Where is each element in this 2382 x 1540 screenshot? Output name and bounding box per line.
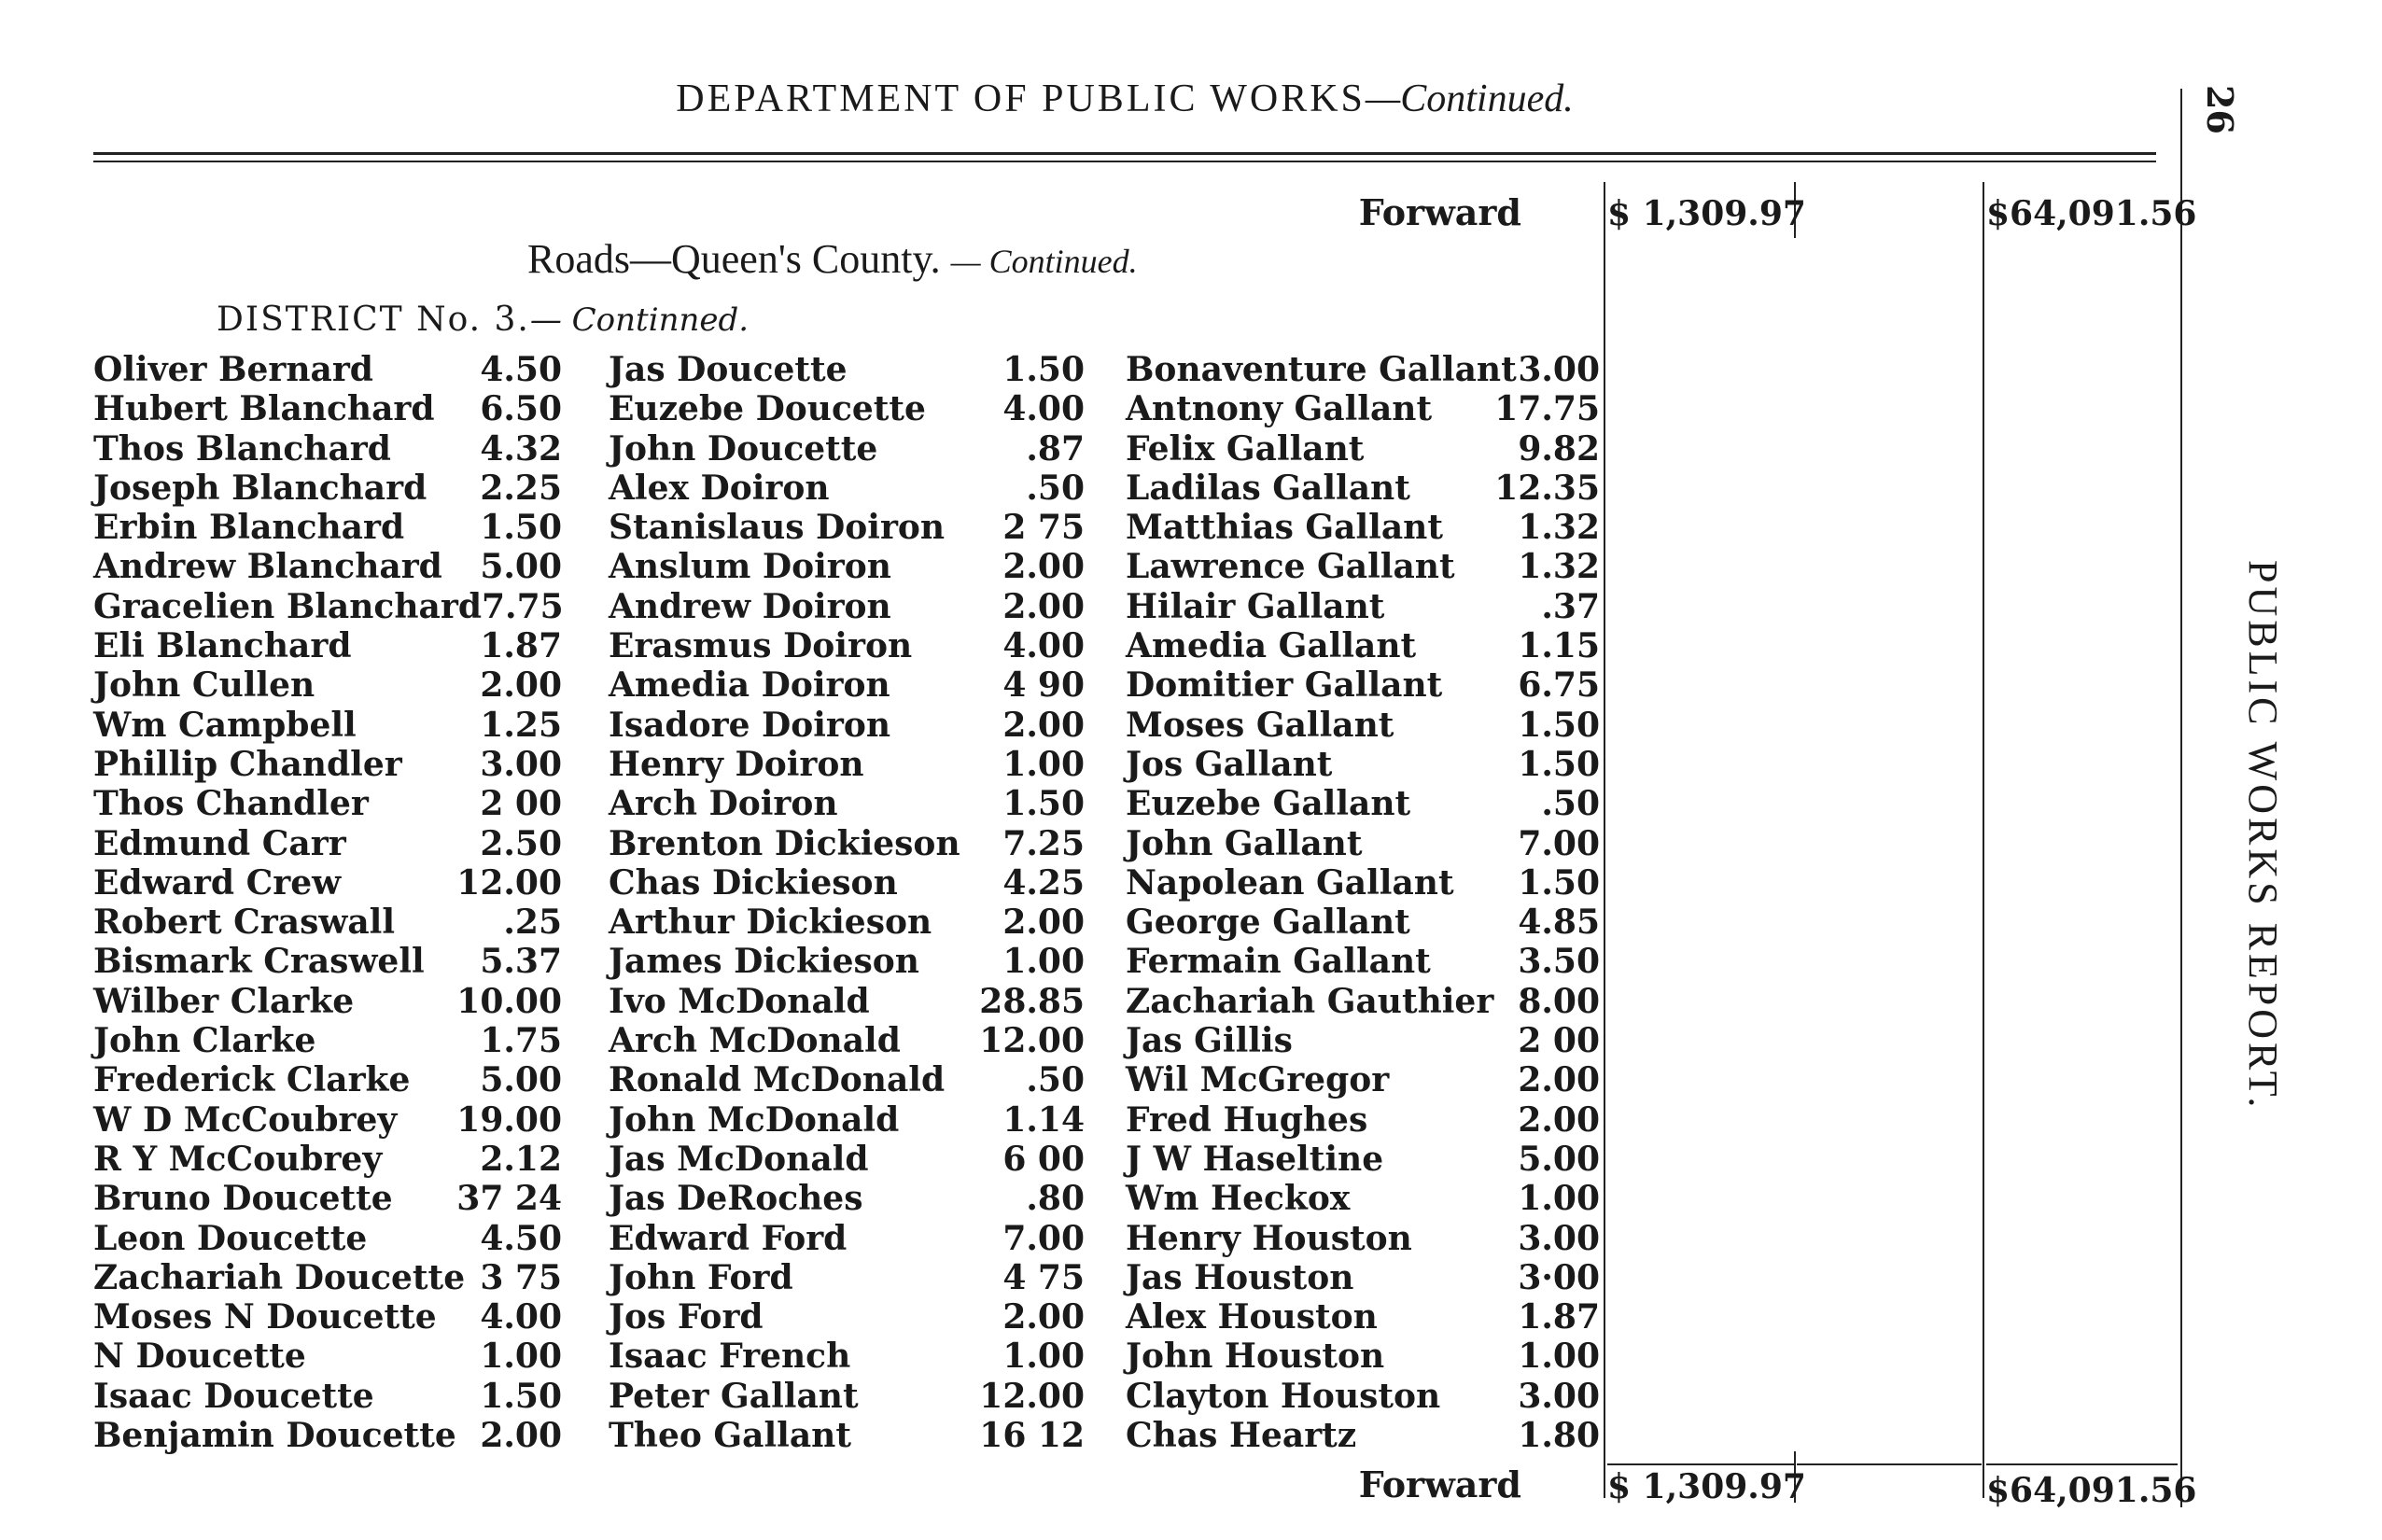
payee-name: John Doucette — [609, 428, 878, 469]
payee-amount: 2 75 — [1002, 508, 1085, 548]
payee-amount: 8.00 — [1518, 981, 1600, 1021]
list-item — [93, 942, 562, 981]
list-item — [1126, 1297, 1600, 1337]
payee-amount: 2 00 — [480, 784, 562, 824]
list-item — [1126, 1100, 1600, 1140]
payee-name: Jas McDonald — [609, 1139, 869, 1179]
list-item — [609, 863, 1085, 903]
payee-name: Alex Doiron — [609, 468, 830, 508]
list-item — [1126, 1219, 1600, 1258]
list-item — [1126, 1179, 1600, 1218]
list-item — [93, 903, 562, 942]
payee-amount: 2.00 — [480, 1416, 562, 1456]
name-column-1 — [93, 350, 562, 1455]
payee-name: Hilair Gallant — [1126, 586, 1385, 626]
list-item — [609, 1060, 1085, 1099]
list-item — [1126, 469, 1600, 508]
payee-amount: 3 75 — [480, 1257, 562, 1297]
payee-amount: 4.32 — [480, 428, 562, 469]
list-item — [93, 587, 562, 626]
list-item — [1126, 706, 1600, 745]
payee-amount: 4.25 — [1002, 862, 1085, 903]
payee-amount: 12.00 — [456, 862, 562, 903]
list-item — [93, 1337, 562, 1376]
payee-amount: 1.25 — [480, 705, 562, 745]
header-continued: —Continued. — [1365, 77, 1574, 120]
list-item — [1126, 508, 1600, 547]
payee-name: Amedia Doiron — [609, 665, 890, 706]
payee-name: Zachariah Doucette — [93, 1257, 466, 1297]
payee-amount: 3.00 — [1518, 1376, 1600, 1416]
payee-name: Ivo McDonald — [609, 981, 870, 1021]
payee-name: Ladilas Gallant — [1126, 468, 1410, 508]
payee-amount: 1.32 — [1518, 547, 1600, 587]
payee-amount: 1.15 — [1518, 626, 1600, 666]
list-item — [93, 626, 562, 665]
payee-amount: 1.50 — [1518, 705, 1600, 745]
list-item — [93, 469, 562, 508]
payee-name: Wm Campbell — [93, 705, 357, 745]
list-item — [1126, 547, 1600, 586]
list-item — [609, 350, 1085, 389]
list-item — [93, 1416, 562, 1455]
section-title-text: Roads—Queen's County. — [527, 236, 941, 282]
payee-name: Lawrence Gallant — [1126, 547, 1455, 587]
list-item — [1126, 942, 1600, 981]
payee-name: Anslum Doiron — [609, 547, 891, 587]
payee-name: Euzebe Doucette — [609, 389, 926, 429]
payee-name: Edward Crew — [93, 862, 342, 903]
list-item — [609, 429, 1085, 469]
payee-amount: 1.00 — [1002, 942, 1085, 982]
payee-amount: 4 75 — [1002, 1257, 1085, 1297]
list-item — [93, 1377, 562, 1416]
bottom-rule-1 — [1607, 1463, 1794, 1465]
header-title: DEPARTMENT OF PUBLIC WORKS — [676, 77, 1366, 120]
list-item — [93, 665, 562, 705]
list-item — [1126, 429, 1600, 469]
list-item — [609, 587, 1085, 626]
side-running-title: PUBLIC WORKS REPORT. — [2240, 560, 2286, 1112]
payee-name: Phillip Chandler — [93, 744, 402, 784]
payee-amount: 1.50 — [1002, 784, 1085, 824]
payee-amount: .37 — [1541, 586, 1600, 626]
payee-amount: 7.00 — [1518, 823, 1600, 863]
payee-name: Euzebe Gallant — [1126, 784, 1411, 824]
payee-name: John Clarke — [93, 1021, 316, 1061]
payee-amount: 2.00 — [1518, 1099, 1600, 1140]
payee-name: Isaac French — [609, 1337, 851, 1377]
payee-name: Henry Houston — [1126, 1218, 1412, 1258]
money-col-line-3 — [1983, 182, 1984, 1498]
list-item — [1126, 745, 1600, 784]
payee-amount: 28.85 — [979, 981, 1085, 1021]
list-item — [609, 903, 1085, 942]
list-item — [609, 1337, 1085, 1376]
list-item — [609, 942, 1085, 981]
list-item — [93, 745, 562, 784]
payee-name: James Dickieson — [609, 942, 919, 982]
payee-amount: 3.50 — [1518, 942, 1600, 982]
forward-bottom-label: Forward — [1358, 1463, 1521, 1505]
list-item — [1126, 626, 1600, 665]
payee-amount: 1.80 — [1518, 1416, 1600, 1456]
payee-amount: 1.87 — [1518, 1297, 1600, 1337]
payee-name: Andrew Blanchard — [93, 547, 442, 587]
list-item — [1126, 903, 1600, 942]
payee-name: Eli Blanchard — [93, 626, 352, 666]
page-header — [93, 77, 2156, 121]
payee-amount: 12.35 — [1494, 468, 1600, 508]
list-item — [93, 863, 562, 903]
payee-amount: 3.00 — [1518, 1218, 1600, 1258]
list-item — [93, 1297, 562, 1337]
payee-name: Wilber Clarke — [93, 981, 355, 1021]
list-item — [93, 1060, 562, 1099]
payee-amount: 5.00 — [1518, 1139, 1600, 1179]
payee-name: Wil McGregor — [1126, 1060, 1390, 1100]
list-item — [93, 508, 562, 547]
payee-name: Frederick Clarke — [93, 1060, 411, 1100]
list-item — [609, 1219, 1085, 1258]
section-continued: — Continued. — [950, 243, 1138, 280]
list-item — [609, 1021, 1085, 1060]
payee-name: Bruno Doucette — [93, 1179, 393, 1219]
payee-name: Robert Craswall — [93, 903, 396, 943]
payee-name: Thos Chandler — [93, 784, 369, 824]
payee-name: Peter Gallant — [609, 1376, 859, 1416]
payee-amount: 4.00 — [1002, 389, 1085, 429]
section-title — [527, 235, 1138, 283]
payee-name: Fred Hughes — [1126, 1099, 1368, 1140]
payee-name: Matthias Gallant — [1126, 508, 1443, 548]
payee-name: Andrew Doiron — [609, 586, 891, 626]
payee-amount: 16 12 — [979, 1416, 1085, 1456]
payee-name: John Ford — [609, 1257, 793, 1297]
forward-top-amount-2: $64,091.56 — [1986, 194, 2197, 233]
payee-amount: .50 — [1026, 1060, 1085, 1100]
list-item — [609, 1179, 1085, 1218]
payee-name: John Gallant — [1126, 823, 1363, 863]
payee-amount: 1.50 — [480, 1376, 562, 1416]
list-item — [1126, 824, 1600, 863]
payee-name: Domitier Gallant — [1126, 665, 1443, 706]
list-item — [1126, 863, 1600, 903]
list-item — [1126, 784, 1600, 823]
payee-amount: 12.00 — [979, 1376, 1085, 1416]
payee-name: Edward Ford — [609, 1218, 848, 1258]
payee-amount: 5.00 — [480, 1060, 562, 1100]
payee-amount: 5.00 — [480, 547, 562, 587]
payee-amount: 1.50 — [480, 508, 562, 548]
payee-amount: 9.82 — [1518, 428, 1600, 469]
payee-name: Erasmus Doiron — [609, 626, 913, 666]
payee-amount: 4.85 — [1518, 903, 1600, 943]
payee-name: Jos Ford — [609, 1297, 764, 1337]
list-item — [1126, 1140, 1600, 1179]
payee-amount: 2.00 — [1002, 547, 1085, 587]
payee-amount: 4.50 — [480, 350, 562, 389]
list-item — [609, 508, 1085, 547]
payee-amount: 7.25 — [1002, 823, 1085, 863]
list-item — [93, 547, 562, 586]
list-item — [93, 389, 562, 428]
payee-name: Arch Doiron — [609, 784, 838, 824]
payee-name: Jas Doucette — [609, 350, 848, 389]
payee-name: J W Haseltine — [1126, 1139, 1384, 1179]
list-item — [609, 982, 1085, 1021]
payee-amount: 1.32 — [1518, 508, 1600, 548]
payee-amount: 12.00 — [979, 1021, 1085, 1061]
forward-bottom-amount-1: $ 1,309.97 — [1607, 1467, 1806, 1506]
payee-amount: 2 00 — [1518, 1021, 1600, 1061]
payee-amount: 19.00 — [456, 1099, 562, 1140]
list-item — [93, 429, 562, 469]
payee-name: Arch McDonald — [609, 1021, 901, 1061]
payee-amount: 3.00 — [480, 744, 562, 784]
list-item — [93, 1021, 562, 1060]
payee-amount: 4.00 — [1002, 626, 1085, 666]
payee-amount: 2.00 — [1002, 586, 1085, 626]
payee-name: Amedia Gallant — [1126, 626, 1417, 666]
payee-amount: 1.00 — [1002, 1337, 1085, 1377]
payee-name: Leon Doucette — [93, 1218, 368, 1258]
payee-amount: 2.00 — [1002, 1297, 1085, 1337]
list-item — [609, 824, 1085, 863]
payee-name: George Gallant — [1126, 903, 1410, 943]
payee-name: Alex Houston — [1126, 1297, 1378, 1337]
payee-amount: 1.00 — [480, 1337, 562, 1377]
payee-name: Jas Gillis — [1126, 1021, 1293, 1061]
payee-name: Joseph Blanchard — [93, 468, 427, 508]
list-item — [93, 1258, 562, 1297]
payee-amount: 4 90 — [1002, 665, 1085, 706]
list-item — [93, 1140, 562, 1179]
list-item — [609, 469, 1085, 508]
list-item — [1126, 1337, 1600, 1376]
list-item — [1126, 1377, 1600, 1416]
payee-amount: 4.00 — [480, 1297, 562, 1337]
payee-amount: .50 — [1026, 468, 1085, 508]
payee-name: Ronald McDonald — [609, 1060, 946, 1100]
payee-amount: .25 — [503, 903, 562, 943]
payee-amount: 4.50 — [480, 1218, 562, 1258]
name-column-3 — [1126, 350, 1600, 1455]
payee-name: Jos Gallant — [1126, 744, 1333, 784]
payee-name: Felix Gallant — [1126, 428, 1365, 469]
list-item — [93, 1219, 562, 1258]
payee-amount: 1.50 — [1518, 862, 1600, 903]
header-rule-top — [93, 152, 2156, 155]
list-item — [1126, 982, 1600, 1021]
list-item — [609, 626, 1085, 665]
payee-amount: .87 — [1026, 428, 1085, 469]
payee-amount: 2.00 — [480, 665, 562, 706]
list-item — [93, 1100, 562, 1140]
payee-name: N Doucette — [93, 1337, 306, 1377]
list-item — [1126, 350, 1600, 389]
payee-amount: 5.37 — [480, 942, 562, 982]
list-item — [1126, 1258, 1600, 1297]
payee-name: Bismark Craswell — [93, 942, 425, 982]
list-item — [609, 547, 1085, 586]
district-label: DISTRICT No. 3. — [217, 301, 530, 339]
list-item — [1126, 1416, 1600, 1455]
bottom-rule-3 — [1986, 1463, 2178, 1465]
list-item — [609, 1377, 1085, 1416]
payee-name: Thos Blanchard — [93, 428, 391, 469]
payee-name: John Houston — [1126, 1337, 1385, 1377]
payee-amount: 6.75 — [1518, 665, 1600, 706]
list-item — [1126, 587, 1600, 626]
payee-amount: 2.50 — [480, 823, 562, 863]
payee-name: Isaac Doucette — [93, 1376, 374, 1416]
payee-amount: 1.00 — [1518, 1337, 1600, 1377]
page-number: 26 — [2198, 85, 2241, 134]
money-col-line-1 — [1604, 182, 1605, 1498]
payee-amount: 1.00 — [1002, 744, 1085, 784]
payee-amount: 2.25 — [480, 468, 562, 508]
payee-name: Brenton Dickieson — [609, 823, 960, 863]
forward-top-label: Forward — [1358, 191, 1521, 233]
payee-name: John McDonald — [609, 1099, 900, 1140]
payee-amount: 17.75 — [1494, 389, 1600, 429]
payee-name: Stanislaus Doiron — [609, 508, 946, 548]
payee-amount: 2.00 — [1002, 705, 1085, 745]
payee-name: R Y McCoubrey — [93, 1139, 383, 1179]
payee-name: Chas Heartz — [1126, 1416, 1357, 1456]
payee-name: Moses Gallant — [1126, 705, 1394, 745]
list-item — [93, 784, 562, 823]
payee-name: John Cullen — [93, 665, 315, 706]
payee-name: Bonaventure Gallant — [1126, 350, 1517, 389]
payee-amount: 6 00 — [1002, 1139, 1085, 1179]
payee-name: Benjamin Doucette — [93, 1416, 456, 1456]
payee-name: Jas Houston — [1126, 1257, 1354, 1297]
payee-name: Wm Heckox — [1126, 1179, 1351, 1219]
payee-amount: 2.00 — [1518, 1060, 1600, 1100]
name-column-2 — [609, 350, 1085, 1455]
payee-amount: 1.50 — [1518, 744, 1600, 784]
payee-amount: 1.75 — [480, 1021, 562, 1061]
payee-name: Isadore Doiron — [609, 705, 891, 745]
payee-amount: 6.50 — [480, 389, 562, 429]
payee-name: Fermain Gallant — [1126, 942, 1431, 982]
payee-name: W D McCoubrey — [93, 1099, 398, 1140]
payee-amount: 1.50 — [1002, 350, 1085, 389]
district-heading — [217, 301, 749, 339]
payee-amount: 37 24 — [456, 1179, 562, 1219]
list-item — [609, 1416, 1085, 1455]
payee-amount: 7.00 — [1002, 1218, 1085, 1258]
payee-name: Napolean Gallant — [1126, 862, 1454, 903]
payee-name: Chas Dickieson — [609, 862, 898, 903]
payee-name: Zachariah Gauthier — [1126, 981, 1494, 1021]
forward-top-amount-1: $ 1,309.97 — [1607, 194, 1806, 233]
payee-name: Gracelien Blanchard — [93, 586, 482, 626]
payee-name: Erbin Blanchard — [93, 508, 405, 548]
list-item — [609, 1297, 1085, 1337]
list-item — [1126, 1060, 1600, 1099]
list-item — [93, 1179, 562, 1218]
payee-name: Antnony Gallant — [1126, 389, 1433, 429]
list-item — [609, 1100, 1085, 1140]
payee-name: Arthur Dickieson — [609, 903, 932, 943]
payee-amount: 1.14 — [1002, 1099, 1085, 1140]
payee-name: Hubert Blanchard — [93, 389, 435, 429]
forward-bottom-amount-2: $64,091.56 — [1986, 1471, 2197, 1510]
payee-name: Edmund Carr — [93, 823, 346, 863]
list-item — [1126, 665, 1600, 705]
list-item — [93, 982, 562, 1021]
header-rule-bottom — [93, 161, 2156, 162]
payee-name: Henry Doiron — [609, 744, 864, 784]
list-item — [93, 350, 562, 389]
payee-amount: 3.00 — [1518, 350, 1600, 389]
list-item — [609, 706, 1085, 745]
list-item — [609, 389, 1085, 428]
list-item — [1126, 1021, 1600, 1060]
list-item — [93, 706, 562, 745]
payee-name: Jas DeRoches — [609, 1179, 863, 1219]
bottom-rule-2 — [1797, 1463, 1982, 1465]
payee-amount: 7.75 — [482, 586, 564, 626]
payee-amount: 2.00 — [1002, 903, 1085, 943]
payee-name: Clayton Houston — [1126, 1376, 1441, 1416]
list-item — [609, 745, 1085, 784]
payee-amount: 1.87 — [480, 626, 562, 666]
payee-amount: .50 — [1541, 784, 1600, 824]
list-item — [609, 665, 1085, 705]
list-item — [93, 824, 562, 863]
list-item — [1126, 389, 1600, 428]
payee-amount: .80 — [1026, 1179, 1085, 1219]
payee-amount: 1.00 — [1518, 1179, 1600, 1219]
payee-amount: 2.12 — [480, 1139, 562, 1179]
payee-name: Theo Gallant — [609, 1416, 851, 1456]
payee-amount: 3·00 — [1518, 1257, 1600, 1297]
payee-name: Moses N Doucette — [93, 1297, 437, 1337]
payee-name: Oliver Bernard — [93, 350, 373, 389]
list-item — [609, 1258, 1085, 1297]
district-continued: — Continned. — [529, 301, 750, 339]
list-item — [609, 784, 1085, 823]
payee-amount: 10.00 — [456, 981, 562, 1021]
list-item — [609, 1140, 1085, 1179]
